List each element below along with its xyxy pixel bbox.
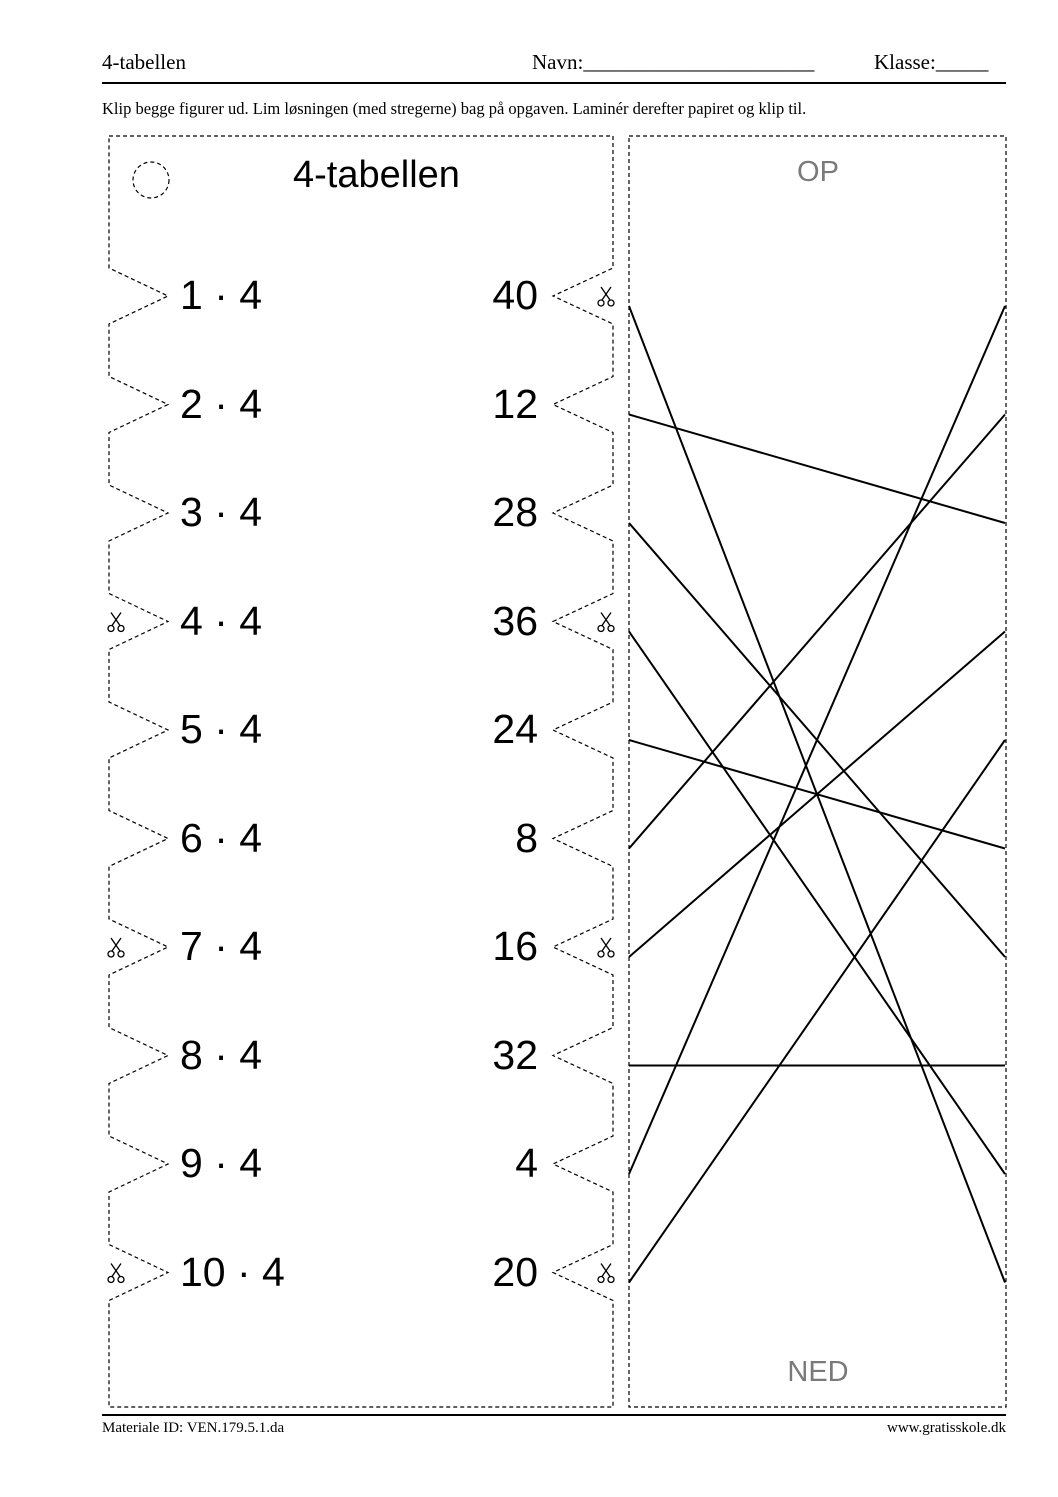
connection-line-9	[629, 306, 1005, 1174]
right-card-outline	[629, 136, 1006, 1407]
scissors-icon	[598, 287, 614, 306]
answer-2: 12	[492, 380, 538, 427]
connection-line-7	[629, 632, 1005, 958]
question-2: 2 · 4	[180, 380, 263, 427]
question-10: 10 · 4	[180, 1248, 285, 1295]
name-field-label: Navn:______________________	[532, 50, 815, 74]
material-id: Materiale ID: VEN.179.5.1.da	[102, 1420, 285, 1436]
scissors-icon	[598, 938, 614, 957]
scissors-icon	[598, 613, 614, 632]
answer-7: 16	[492, 923, 538, 969]
answer-4: 36	[492, 597, 538, 644]
question-6: 6 · 4	[180, 814, 263, 861]
answer-8: 32	[492, 1031, 538, 1078]
scissor-icons	[108, 287, 614, 1283]
connection-line-10	[629, 740, 1005, 1283]
answer-5: 24	[492, 706, 538, 752]
answer-6: 8	[515, 814, 538, 861]
left-card-outline	[109, 136, 613, 1407]
scissors-icon	[598, 1264, 614, 1283]
answer-1: 40	[492, 272, 538, 318]
connection-lines	[629, 306, 1005, 1283]
ned-label: NED	[787, 1356, 849, 1388]
punch-hole-icon	[133, 162, 169, 198]
scissors-icon	[108, 938, 124, 957]
question-4: 4 · 4	[180, 597, 263, 644]
card-title: 4-tabellen	[293, 154, 460, 196]
question-5: 5 · 4	[180, 706, 263, 752]
website-link[interactable]: www.gratisskole.dk	[886, 1420, 1006, 1436]
connection-line-2	[629, 415, 1005, 524]
document-title: 4-tabellen	[102, 50, 186, 74]
question-3: 3 · 4	[180, 489, 263, 535]
connection-line-6	[629, 415, 1005, 849]
footer-rule	[102, 1414, 1006, 1416]
question-1: 1 · 4	[180, 272, 263, 318]
scissors-icon	[108, 613, 124, 632]
class-field-label: Klasse:_____	[874, 50, 989, 74]
instructions-text: Klip begge figurer ud. Lim løsningen (med stregerne) bag på opgaven. Laminér derefter papiret og klip til.	[102, 99, 807, 118]
op-label: OP	[797, 156, 839, 188]
left-card-zigzag	[109, 136, 613, 1407]
answer-10: 20	[492, 1248, 538, 1295]
question-7: 7 · 4	[180, 923, 263, 969]
connection-line-4	[629, 632, 1005, 1175]
scissors-icon	[108, 1264, 124, 1283]
question-8: 8 · 4	[180, 1031, 263, 1078]
question-9: 9 · 4	[180, 1140, 263, 1186]
answer-9: 4	[515, 1140, 538, 1186]
answer-3: 28	[492, 489, 538, 535]
